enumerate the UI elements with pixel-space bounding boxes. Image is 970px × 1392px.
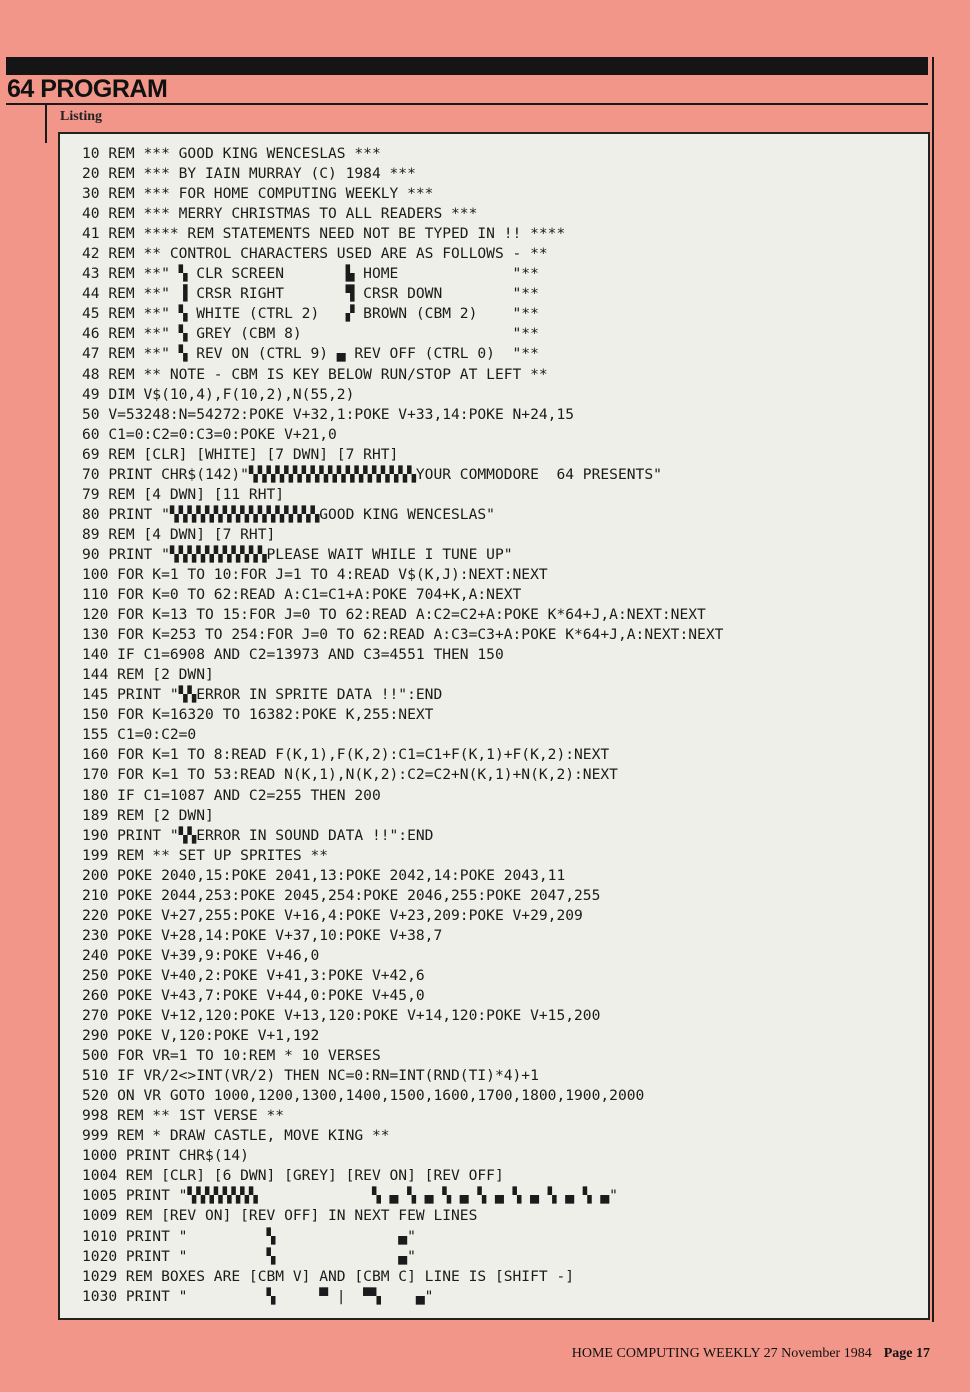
listing-line: 42 REM ** CONTROL CHARACTERS USED ARE AS FOLLOWS - ** (82, 245, 548, 263)
listing-line: 1009 REM [REV ON] [REV OFF] IN NEXT FEW LINES (82, 1207, 478, 1225)
listing-line: 1020 PRINT " ▚ ▄" (82, 1247, 416, 1265)
page-border-right (932, 57, 934, 1322)
listing-line: 1000 PRINT CHR$(14) (82, 1147, 249, 1165)
listing-line: 1005 PRINT "▚▚▚▚▚▚▚▚ ▚ ▄ ▚ ▄ ▚ ▄ ▚ ▄ ▚ ▄ ▚ ▄ ▚ ▄" (82, 1187, 618, 1205)
listing-line: 45 REM **" ▚ WHITE (CTRL 2) ▞ BROWN (CBM 2) "** (82, 305, 539, 323)
listing-line: 69 REM [CLR] [WHITE] [7 DWN] [7 RHT] (82, 445, 399, 463)
listing-line: 43 REM **" ▚ CLR SCREEN ▙ HOME "** (82, 265, 539, 283)
page-number: Page 17 (883, 1346, 930, 1361)
listing-line: 110 FOR K=0 TO 62:READ A:C1=C1+A:POKE 704+K,A:NEXT (82, 586, 522, 604)
listing-line: 60 C1=0:C2=0:C3=0:POKE V+21,0 (82, 425, 337, 443)
listing-line: 250 POKE V+40,2:POKE V+41,3:POKE V+42,6 (82, 966, 425, 984)
program-listing (82, 144, 723, 1307)
listing-label: Listing (60, 109, 103, 124)
footer-publication: HOME COMPUTING WEEKLY 27 November 1984 (571, 1346, 872, 1361)
listing-line: 190 PRINT "▚▚ERROR IN SOUND DATA !!":END (82, 826, 434, 844)
listing-line: 1010 PRINT " ▚ ▄" (82, 1227, 416, 1245)
listing-line: 145 PRINT "▚▚ERROR IN SPRITE DATA !!":END (82, 686, 443, 704)
listing-line: 79 REM [4 DWN] [11 RHT] (82, 485, 285, 503)
listing-line: 89 REM [4 DWN] [7 RHT] (82, 525, 276, 543)
listing-line: 155 C1=0:C2=0 (82, 726, 197, 744)
listing-line: 999 REM * DRAW CASTLE, MOVE KING ** (82, 1127, 390, 1145)
listing-line: 48 REM ** NOTE - CBM IS KEY BELOW RUN/STOP AT LEFT ** (82, 365, 548, 383)
listing-line: 240 POKE V+39,9:POKE V+46,0 (82, 946, 320, 964)
listing-line: 140 IF C1=6908 AND C2=13973 AND C3=4551 THEN 150 (82, 646, 504, 664)
listing-line: 150 FOR K=16320 TO 16382:POKE K,255:NEXT (82, 706, 434, 724)
listing-line: 200 POKE 2040,15:POKE 2041,13:POKE 2042,14:POKE 2043,11 (82, 866, 566, 884)
listing-line: 46 REM **" ▚ GREY (CBM 8) "** (82, 325, 539, 343)
listing-line: 1029 REM BOXES ARE [CBM V] AND [CBM C] LINE IS [SHIFT -] (82, 1267, 575, 1285)
listing-line: 220 POKE V+27,255:POKE V+16,4:POKE V+23,209:POKE V+29,209 (82, 906, 583, 924)
listing-line: 10 REM *** GOOD KING WENCESLAS *** (82, 145, 381, 162)
listing-line: 520 ON VR GOTO 1000,1200,1300,1400,1500,1600,1700,1800,1900,2000 (82, 1087, 645, 1105)
listing-line: 510 IF VR/2<>INT(VR/2) THEN NC=0:RN=INT(RND(TI)*4)+1 (82, 1067, 539, 1085)
listing-line: 160 FOR K=1 TO 8:READ F(K,1),F(K,2):C1=C1+F(K,1)+F(K,2):NEXT (82, 746, 610, 764)
listing-line: 120 FOR K=13 TO 15:FOR J=0 TO 62:READ A:C2=C2+A:POKE K*64+J,A:NEXT:NEXT (82, 606, 706, 624)
listing-line: 100 FOR K=1 TO 10:FOR J=1 TO 4:READ V$(K,J):NEXT:NEXT (82, 565, 548, 583)
listing-line: 998 REM ** 1ST VERSE ** (82, 1107, 285, 1125)
listing-line: 80 PRINT "▚▚▚▚▚▚▚▚▚▚▚▚▚▚▚▚▚GOOD KING WENCESLAS" (82, 505, 495, 523)
header-rule (6, 103, 928, 105)
listing-line: 40 REM *** MERRY CHRISTMAS TO ALL READERS *** (82, 205, 478, 223)
listing-line: 50 V=53248:N=54272:POKE V+32,1:POKE V+33,14:POKE N+24,15 (82, 405, 575, 423)
listing-line: 189 REM [2 DWN] (82, 806, 214, 824)
listing-line: 270 POKE V+12,120:POKE V+13,120:POKE V+14,120:POKE V+15,200 (82, 1007, 601, 1025)
listing-line: 1030 PRINT " ▚ ▀ | ▀▚ ▄" (82, 1287, 434, 1305)
listing-line: 500 FOR VR=1 TO 10:REM * 10 VERSES (82, 1047, 381, 1065)
listing-line: 210 POKE 2044,253:POKE 2045,254:POKE 2046,255:POKE 2047,255 (82, 886, 601, 904)
listing-line: 260 POKE V+43,7:POKE V+44,0:POKE V+45,0 (82, 986, 425, 1004)
listing-line: 41 REM **** REM STATEMENTS NEED NOT BE TYPED IN !! **** (82, 225, 566, 243)
divider-line (45, 103, 47, 143)
listing-line: 90 PRINT "▚▚▚▚▚▚▚▚▚▚▚PLEASE WAIT WHILE I TUNE UP" (82, 545, 513, 563)
listing-line: 290 POKE V,120:POKE V+1,192 (82, 1027, 320, 1045)
section-title: 64 PROGRAM (7, 75, 168, 103)
listing-line: 180 IF C1=1087 AND C2=255 THEN 200 (82, 786, 381, 804)
listing-line: 47 REM **" ▚ REV ON (CTRL 9) ▄ REV OFF (CTRL 0) "** (82, 345, 539, 363)
listing-line: 170 FOR K=1 TO 53:READ N(K,1),N(K,2):C2=C2+N(K,1)+N(K,2):NEXT (82, 766, 618, 784)
listing-line: 230 POKE V+28,14:POKE V+37,10:POKE V+38,7 (82, 926, 443, 944)
program-listing-box (58, 132, 930, 1320)
listing-line: 70 PRINT CHR$(142)"▚▚▚▚▚▚▚▚▚▚▚▚▚▚▚▚▚▚▚YOUR COMMODORE 64 PRESENTS" (82, 465, 662, 483)
listing-line: 130 FOR K=253 TO 254:FOR J=0 TO 62:READ A:C3=C3+A:POKE K*64+J,A:NEXT:NEXT (82, 626, 724, 644)
header-bar (6, 57, 928, 75)
listing-line: 30 REM *** FOR HOME COMPUTING WEEKLY *** (82, 185, 434, 203)
listing-line: 44 REM **" ▐ CRSR RIGHT ▜ CRSR DOWN "** (82, 285, 539, 303)
listing-line: 199 REM ** SET UP SPRITES ** (82, 846, 329, 864)
listing-line: 49 DIM V$(10,4),F(10,2),N(55,2) (82, 385, 355, 403)
listing-line: 20 REM *** BY IAIN MURRAY (C) 1984 *** (82, 165, 416, 183)
page-footer (572, 1346, 930, 1362)
listing-line: 1004 REM [CLR] [6 DWN] [GREY] [REV ON] [REV OFF] (82, 1167, 504, 1185)
listing-line: 144 REM [2 DWN] (82, 666, 214, 684)
